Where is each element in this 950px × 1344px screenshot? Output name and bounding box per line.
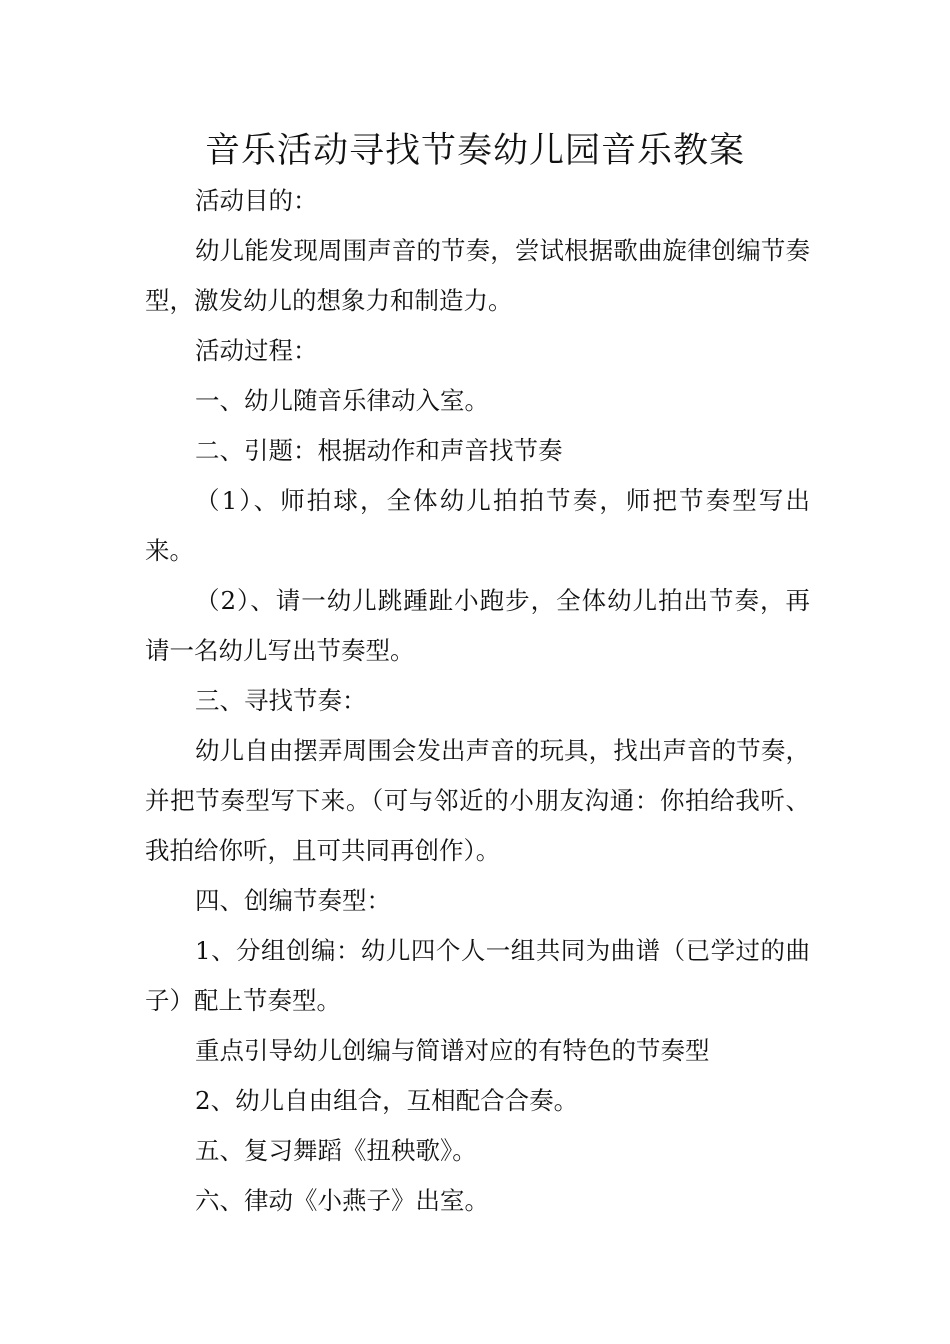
paragraph-step-3: 三、寻找节奏： <box>195 686 367 715</box>
paragraph-step-4: 四、创编节奏型： <box>195 886 391 915</box>
paragraph-step-4-note: 重点引导幼儿创编与简谱对应的有特色的节奏型 <box>195 1036 710 1065</box>
paragraph-purpose-text: 幼儿能发现周围声音的节奏，尝试根据歌曲旋律创编节奏型，激发幼儿的想象力和制造力。 <box>145 236 810 315</box>
paragraph-step-1: 一、幼儿随音乐律动入室。 <box>195 386 489 415</box>
paragraph-step-3-text: 幼儿自由摆弄周围会发出声音的玩具，找出声音的节奏，并把节奏型写下来。（可与邻近的小朋友沟通：你拍给我听、我拍给你听，且可共同再创作）。 <box>145 736 810 865</box>
paragraph-step-4-item-1: 1、分组创编：幼儿四个人一组共同为曲谱（已学过的曲子）配上节奏型。 <box>145 936 810 1015</box>
paragraph-step-2: 二、引题：根据动作和声音找节奏 <box>195 436 563 465</box>
document-title: 音乐活动寻找节奏幼儿园音乐教案 <box>204 131 745 171</box>
paragraph-step-5: 五、复习舞蹈《扭秧歌》。 <box>195 1136 477 1165</box>
paragraph-step-2-item-1: （1）、师拍球，全体幼儿拍拍节奏，师把节奏型写出来。 <box>145 486 810 565</box>
document-body <box>145 176 810 1226</box>
paragraph-step-6: 六、律动《小燕子》出室。 <box>195 1186 489 1215</box>
paragraph-process-heading: 活动过程： <box>195 336 318 365</box>
paragraph-step-2-item-2: （2）、请一幼儿跳踵趾小跑步，全体幼儿拍出节奏，再请一名幼儿写出节奏型。 <box>145 586 810 665</box>
paragraph-step-4-item-2: 2、幼儿自由组合，互相配合合奏。 <box>195 1086 579 1115</box>
paragraph-purpose-heading: 活动目的： <box>195 186 318 215</box>
